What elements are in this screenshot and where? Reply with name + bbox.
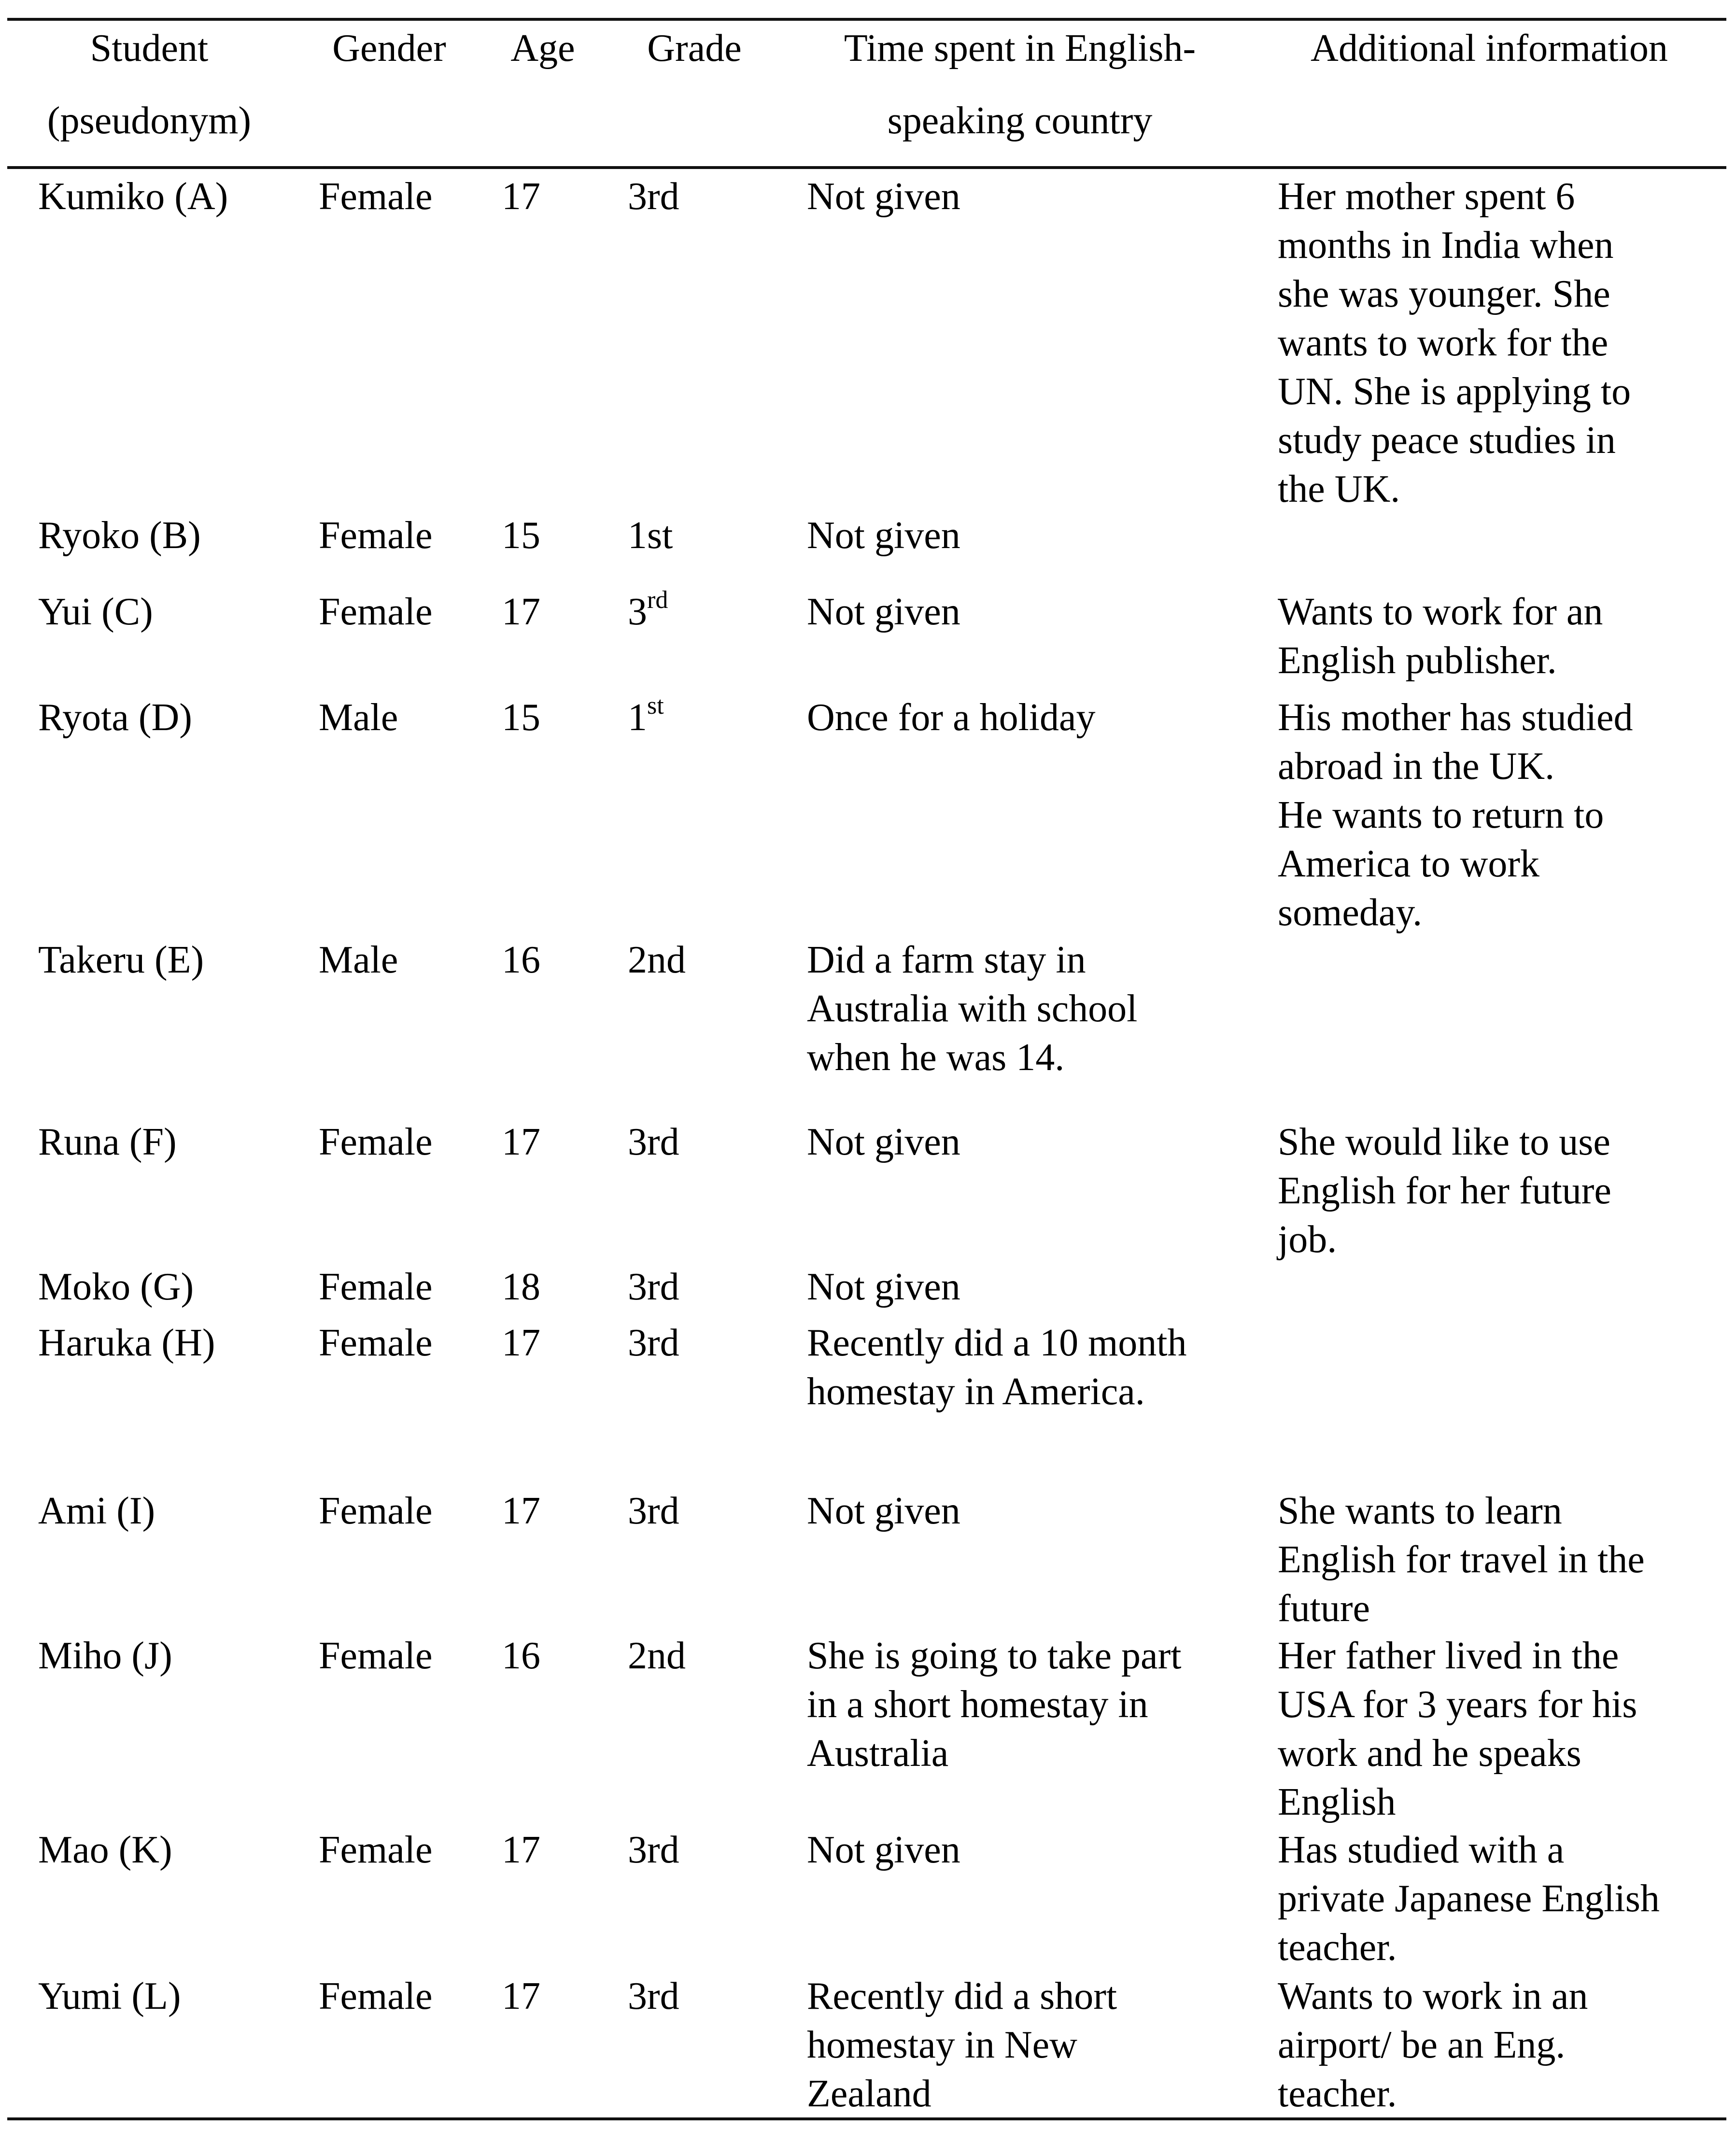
- cell-age: 16: [502, 939, 540, 981]
- cell-gender: Female: [319, 1975, 433, 2017]
- grade-number: 2nd: [628, 939, 686, 981]
- cell-student: Haruka (H): [38, 1322, 215, 1364]
- cell-grade: [628, 1118, 679, 1167]
- header-time-line1: Time spent in English-: [844, 27, 1196, 70]
- cell-gender: Female: [319, 514, 433, 557]
- cell-age: 15: [502, 696, 540, 739]
- cell-time-abroad: Did a farm stay in Australia with school when he was 14.: [807, 939, 1138, 1079]
- cell-additional-info: She wants to learn English for travel in the future: [1278, 1490, 1645, 1630]
- cell-grade: [628, 936, 686, 985]
- cell-additional-info: She would like to use English for her future job.: [1278, 1121, 1611, 1261]
- grade-number: 3rd: [628, 1266, 679, 1308]
- cell-time-abroad: Once for a holiday: [807, 696, 1096, 739]
- grade-number: 3rd: [628, 1829, 679, 1871]
- cell-gender: Female: [319, 1635, 433, 1677]
- cell-gender: Female: [319, 1266, 433, 1308]
- cell-age: 17: [502, 1121, 540, 1163]
- cell-additional-info: Has studied with a private Japanese English teacher.: [1278, 1829, 1660, 1969]
- cell-time-abroad: She is going to take part in a short homestay in Australia: [807, 1635, 1182, 1775]
- cell-additional-info: Her mother spent 6 months in India when she was younger. She wants to work for the UN. She is applying to study peace studies in the UK.: [1278, 175, 1631, 510]
- cell-gender: Female: [319, 1121, 433, 1163]
- cell-student: Moko (G): [38, 1266, 194, 1308]
- cell-gender: Male: [319, 939, 398, 981]
- cell-age: 18: [502, 1266, 540, 1308]
- grade-number: 3rd: [628, 1490, 679, 1532]
- cell-age: 17: [502, 175, 540, 218]
- header-student-line1: Student: [90, 27, 209, 70]
- cell-gender: Female: [319, 1829, 433, 1871]
- cell-grade: [628, 693, 664, 742]
- cell-grade: [628, 1632, 686, 1680]
- cell-grade: [628, 1972, 679, 2021]
- cell-time-abroad: Not given: [807, 175, 960, 218]
- cell-time-abroad: Not given: [807, 1266, 960, 1308]
- bottom-rule: [7, 2117, 1726, 2120]
- cell-student: Miho (J): [38, 1635, 172, 1677]
- cell-grade: [628, 1319, 679, 1368]
- grade-number: 1: [628, 696, 647, 739]
- grade-number: 1st: [628, 514, 673, 557]
- cell-gender: Female: [319, 175, 433, 218]
- cell-student: Ami (I): [38, 1490, 155, 1532]
- grade-number: 3rd: [628, 175, 679, 218]
- cell-student: Takeru (E): [38, 939, 204, 981]
- header-gender: Gender: [332, 27, 446, 70]
- cell-student: Yumi (L): [38, 1975, 181, 2017]
- header-additional: Additional information: [1311, 27, 1668, 70]
- cell-time-abroad: Not given: [807, 591, 960, 633]
- grade-number: 2nd: [628, 1635, 686, 1677]
- cell-age: 17: [502, 1829, 540, 1871]
- cell-student: Ryota (D): [38, 696, 192, 739]
- cell-time-abroad: Not given: [807, 1490, 960, 1532]
- cell-age: 17: [502, 591, 540, 633]
- cell-additional-info: Her father lived in the USA for 3 years for his work and he speaks English: [1278, 1635, 1637, 1823]
- cell-student: Runa (F): [38, 1121, 177, 1163]
- header-grade: Grade: [647, 27, 742, 70]
- header-student-line2: (pseudonym): [47, 99, 252, 142]
- cell-time-abroad: Not given: [807, 1121, 960, 1163]
- cell-age: 17: [502, 1490, 540, 1532]
- cell-grade: [628, 1487, 679, 1536]
- cell-additional-info: His mother has studied abroad in the UK. He wants to return to America to work someday.: [1278, 696, 1633, 934]
- grade-number: 3rd: [628, 1322, 679, 1364]
- cell-gender: Female: [319, 591, 433, 633]
- grade-number: 3: [628, 591, 647, 633]
- cell-age: 17: [502, 1322, 540, 1364]
- cell-grade: [628, 511, 673, 560]
- grade-number: 3rd: [628, 1121, 679, 1163]
- header-time-line2: speaking country: [887, 99, 1153, 142]
- cell-age: 16: [502, 1635, 540, 1677]
- cell-student: Yui (C): [38, 591, 153, 633]
- grade-number: 3rd: [628, 1975, 679, 2017]
- header-age: Age: [510, 27, 575, 70]
- cell-additional-info: Wants to work for an English publisher.: [1278, 591, 1603, 682]
- cell-grade: [628, 1263, 679, 1312]
- header-rule: [7, 166, 1726, 169]
- cell-grade: [628, 1826, 679, 1875]
- grade-suffix: rd: [647, 586, 668, 614]
- cell-grade: [628, 588, 668, 636]
- cell-age: 15: [502, 514, 540, 557]
- cell-gender: Female: [319, 1322, 433, 1364]
- cell-gender: Male: [319, 696, 398, 739]
- cell-student: Kumiko (A): [38, 175, 228, 218]
- cell-time-abroad: Not given: [807, 1829, 960, 1871]
- cell-time-abroad: Recently did a 10 month homestay in America.: [807, 1322, 1187, 1413]
- grade-suffix: st: [647, 692, 664, 720]
- cell-student: Ryoko (B): [38, 514, 201, 557]
- cell-additional-info: Wants to work in an airport/ be an Eng. teacher.: [1278, 1975, 1588, 2115]
- cell-student: Mao (K): [38, 1829, 172, 1871]
- cell-age: 17: [502, 1975, 540, 2017]
- cell-gender: Female: [319, 1490, 433, 1532]
- cell-time-abroad: Recently did a short homestay in New Zealand: [807, 1975, 1117, 2115]
- cell-time-abroad: Not given: [807, 514, 960, 557]
- cell-grade: [628, 172, 679, 221]
